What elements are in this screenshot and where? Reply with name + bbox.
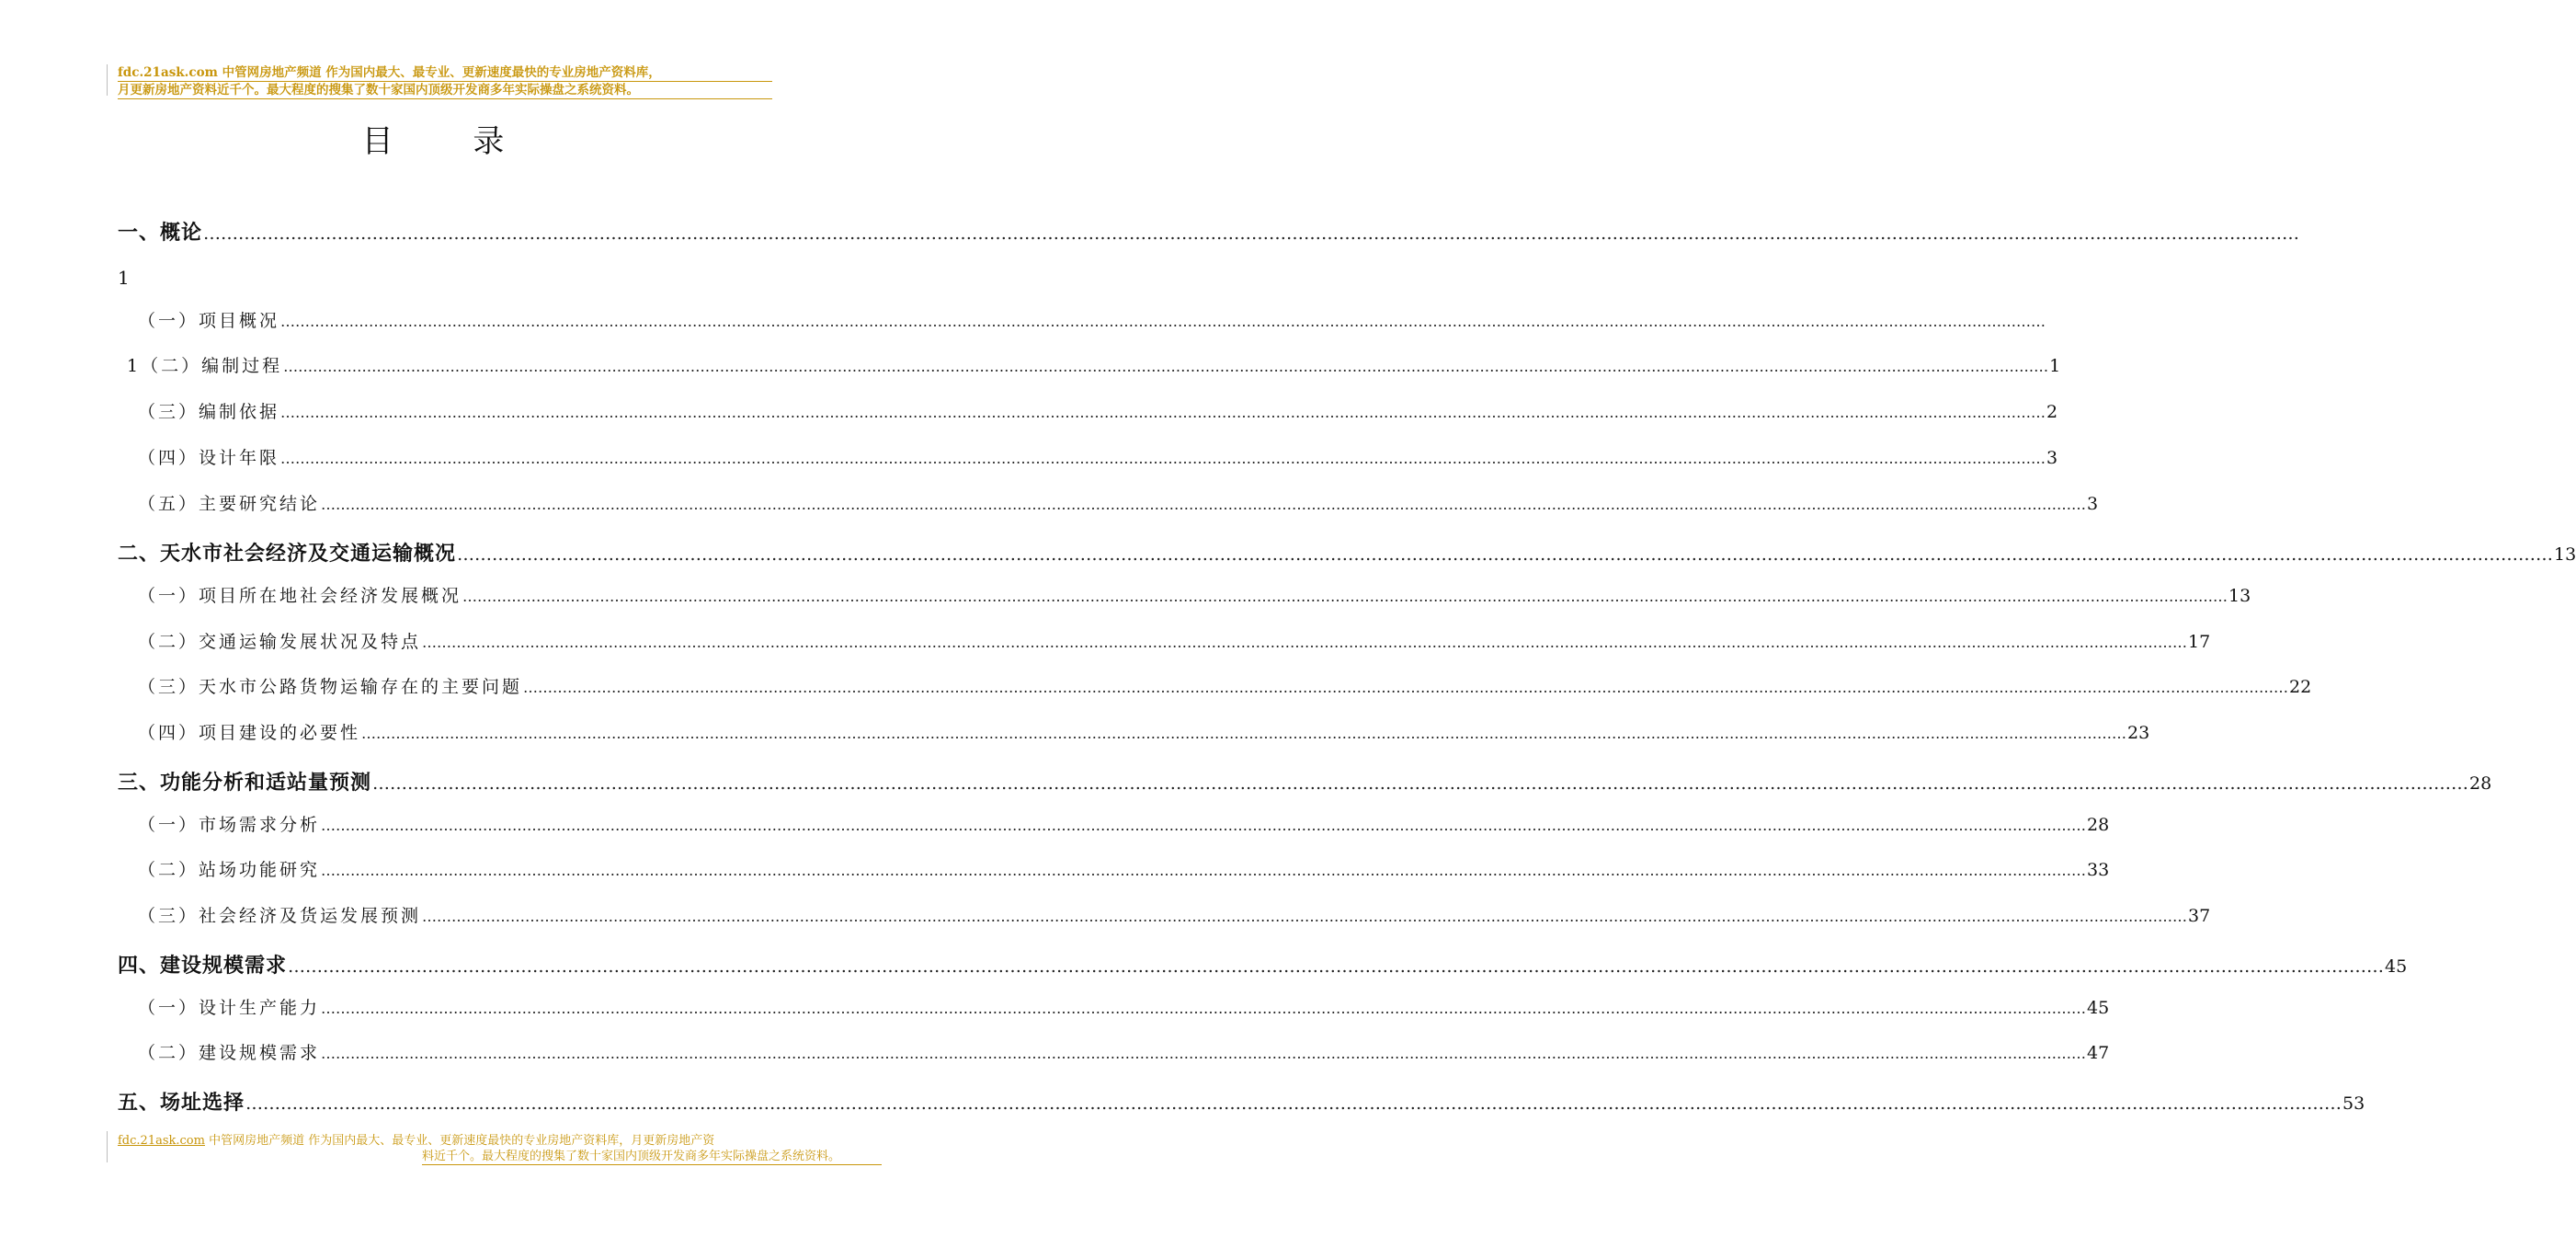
footer-banner-line-1 (118, 1133, 772, 1149)
toc-entry-page-number: 22 (2289, 677, 2312, 697)
toc-entry-label: 二、天水市社会经济及交通运输概况 (118, 543, 457, 566)
header-banner-text-2: 月更新房地产资料近千个。最大程度的搜集了数十家国内顶级开发商多年实际操盘之系统资料。 (118, 82, 772, 99)
toc-entry-page-number: 53 (2342, 1093, 2365, 1114)
toc-leader-dots: ……………………………………………………………………………………………………………………………………………………………………………………………………………………………………………………………………………………………………………………………… (321, 862, 2087, 879)
toc-entry-page-number: 45 (2087, 998, 2110, 1018)
toc-entry-page-number: 13 (2228, 586, 2251, 606)
toc-entry-page-number: 2 (2046, 402, 2058, 422)
toc-leader-dots: ……………………………………………………………………………………………………………………………………………………………………………………………………………………………………………………………………………………………………………………………… (462, 588, 2228, 605)
toc-entry-label: （二）建设规模需求 (138, 1043, 321, 1063)
toc-entry[interactable] (138, 902, 2211, 930)
toc-entry-label: （一）项目概况 (138, 311, 280, 331)
toc-entry[interactable] (138, 398, 2058, 426)
toc-entry-page-number: 45 (2385, 956, 2408, 977)
toc-entry-label: 四、建设规模需求 (118, 955, 288, 978)
toc-leader-dots: ……………………………………………………………………………………………………………………………………………………………………………………………………………………………………………………………………………………………………………………………… (523, 679, 2289, 696)
toc-entry[interactable] (138, 673, 2312, 701)
toc-entry-page-number: 13 (2554, 544, 2576, 565)
header-banner-text-1: 中管网房地产频道 作为国内最大、最专业、更新速度最快的专业房地产资料库， (217, 65, 661, 80)
toc-leader-dots: ……………………………………………………………………………………………………………………………………………………………………………………………………………………………………………………………………………………………………………………………… (321, 1045, 2087, 1062)
toc-leader-dots: ……………………………………………………………………………………………………………………………………………………………………………………………………………………………………………………………………………………………………………………………… (280, 404, 2046, 421)
toc-entry[interactable] (138, 307, 2046, 335)
toc-entry-label: （二）站场功能研究 (138, 860, 321, 880)
toc-entry[interactable] (118, 950, 2408, 978)
toc-entry-page-number: 28 (2087, 815, 2110, 835)
toc-entry-label: 五、场址选择 (118, 1092, 245, 1115)
toc-entry[interactable] (118, 767, 2492, 795)
toc-leader-dots: ……………………………………………………………………………………………………………………………………………………………………………………………………………………………………………………………………………………………………………………………… (372, 773, 2469, 794)
toc-entry[interactable] (138, 811, 2110, 839)
toc-entry-page-number: 3 (2046, 448, 2058, 468)
toc-entry[interactable] (127, 352, 2061, 380)
toc-entry[interactable] (138, 628, 2211, 656)
toc-entry[interactable] (118, 538, 2576, 566)
header-site-link[interactable]: fdc.21ask.com (118, 65, 218, 80)
toc-leader-dots: ……………………………………………………………………………………………………………………………………………………………………………………………………………………………………………………………………………………………………………………………… (457, 544, 2554, 565)
toc-entry[interactable] (118, 217, 2300, 245)
toc-entry[interactable] (138, 856, 2110, 884)
toc-entry-label: （五）主要研究结论 (138, 494, 321, 514)
footer-banner-text-1: 中管网房地产频道 作为国内最大、最专业、更新速度最快的专业房地产资料库，月更新房地产资 (204, 1134, 715, 1148)
toc-leader-dots: ……………………………………………………………………………………………………………………………………………………………………………………………………………………………………………………………………………………………………………………………… (422, 908, 2188, 925)
toc-entry-page-number: 17 (2188, 632, 2211, 652)
toc-entry-page-number: 23 (2127, 723, 2150, 743)
toc-leader-dots: ……………………………………………………………………………………………………………………………………………………………………………………………………………………………………………………………………………………………………………………………… (321, 1000, 2087, 1017)
footer-banner (118, 1133, 841, 1165)
margin-mark-top (107, 64, 108, 96)
toc-leader-dots: ……………………………………………………………………………………………………………………………………………………………………………………………………………………………………………………………………………………………………………………………… (245, 1093, 2342, 1114)
toc-leader-dots: ……………………………………………………………………………………………………………………………………………………………………………………………………………………………………………………………………………………………………………………………… (283, 358, 2049, 375)
header-banner-line-1 (118, 64, 772, 82)
toc-entry-page-number: 3 (2087, 494, 2099, 514)
toc-entry[interactable] (138, 582, 2251, 610)
toc-leader-dots: ……………………………………………………………………………………………………………………………………………………………………………………………………………………………………………………………………………………………………………………………… (280, 313, 2046, 330)
toc-entry-label: （三）天水市公路货物运输存在的主要问题 (138, 677, 523, 697)
toc-entry-label: 一、概论 (118, 222, 203, 245)
toc-entry-label: （一）市场需求分析 (138, 815, 321, 835)
toc-entry[interactable] (138, 1039, 2110, 1067)
toc-entry[interactable] (138, 444, 2058, 472)
toc-entry-label: （一）项目所在地社会经济发展概况 (138, 586, 462, 606)
toc-entry-page-number: 33 (2087, 860, 2110, 880)
toc-entry-label: （三）社会经济及货运发展预测 (138, 906, 422, 926)
header-banner (118, 64, 772, 99)
toc-entry-page-number: 28 (2469, 773, 2492, 794)
toc-entry[interactable] (118, 1087, 2365, 1115)
toc-leader-dots: ……………………………………………………………………………………………………………………………………………………………………………………………………………………………………………………………………………………………………………………………… (321, 817, 2087, 834)
toc-entry-label: （一）设计生产能力 (138, 998, 321, 1018)
toc-entry-label: （三）编制依据 (138, 402, 280, 422)
toc-leader-dots: ……………………………………………………………………………………………………………………………………………………………………………………………………………………………………………………………………………………………………………………………… (321, 496, 2087, 513)
toc-entry[interactable] (138, 994, 2110, 1022)
toc-leader-dots: ……………………………………………………………………………………………………………………………………………………………………………………………………………………………………………………………………………………………………………………………… (361, 725, 2127, 742)
page-title: 目 录 (361, 123, 540, 160)
footer-banner-text-2: 料近千个。最大程度的搜集了数十家国内顶级开发商多年实际操盘之系统资料。 (422, 1149, 882, 1165)
wrapped-page-number: 1 (118, 267, 130, 289)
toc-entry-page-number: 47 (2087, 1043, 2110, 1063)
toc-entry-label: （四）设计年限 (138, 448, 280, 468)
margin-mark-bottom (107, 1131, 108, 1162)
toc-entry-page-number: 37 (2188, 906, 2211, 926)
toc-entry-label: （二）交通运输发展状况及特点 (138, 632, 422, 652)
footer-site-link[interactable]: fdc.21ask.com (118, 1134, 205, 1148)
toc-entry-label: 1（二）编制过程 (127, 356, 283, 376)
toc-entry-label: （四）项目建设的必要性 (138, 723, 361, 743)
toc-leader-dots: ……………………………………………………………………………………………………………………………………………………………………………………………………………………………………………………………………………………………………………………………… (280, 450, 2046, 467)
toc-leader-dots: ……………………………………………………………………………………………………………………………………………………………………………………………………………………………………………………………………………………………………………………………… (422, 634, 2188, 651)
toc-entry-label: 三、功能分析和适站量预测 (118, 772, 372, 795)
toc-entry[interactable] (138, 719, 2150, 747)
toc-entry-page-number: 1 (2049, 356, 2061, 376)
toc-entry[interactable] (138, 490, 2099, 518)
toc-leader-dots: ……………………………………………………………………………………………………………………………………………………………………………………………………………………………………………………………………………………………………………………………… (288, 956, 2385, 977)
toc-leader-dots: ……………………………………………………………………………………………………………………………………………………………………………………………………………………………………………………………………………………………………………………………… (203, 223, 2300, 244)
